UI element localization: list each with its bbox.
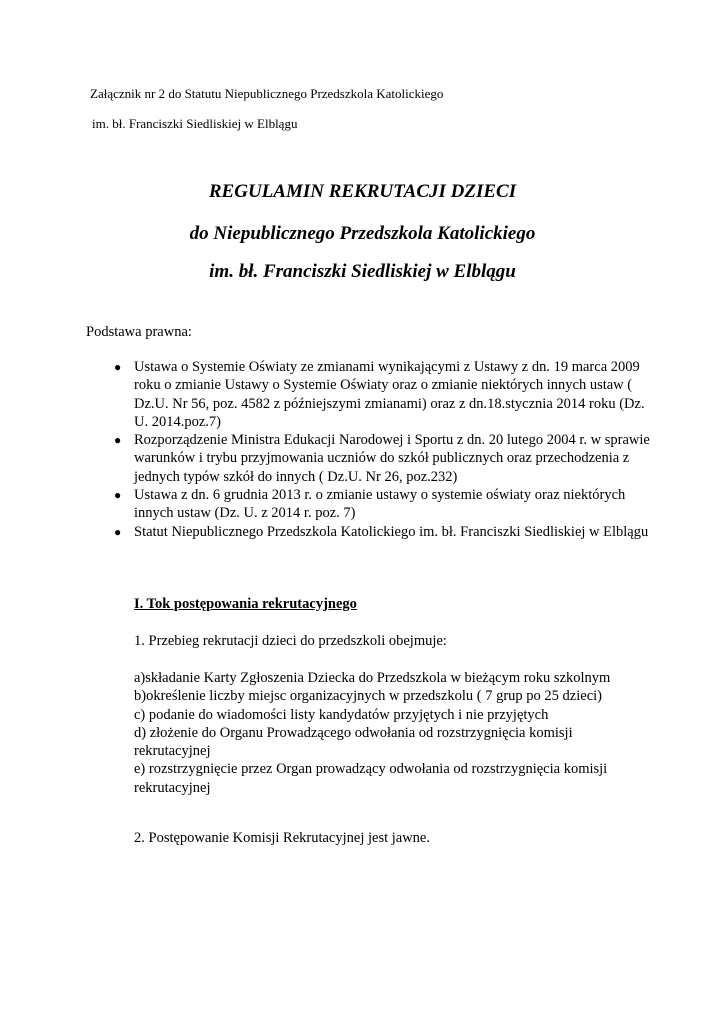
list-item [112,358,657,431]
list-item: a)składanie Karty Zgłoszenia Dziecka do Przedszkola w bieżącym roku szkolnym [134,670,611,686]
document-subtitle-2: im. bł. Franciszki Siedliskiej w Elblągu [209,261,516,282]
bullet-icon: ● [114,433,122,448]
list-item [112,431,657,486]
list-item-text: Ustawa o Systemie Oświaty ze zmianami wynikającymi z Ustawy z dn. 19 marca 2009 roku o zmianie Ustawy o Systemie Oświaty oraz o zmianie niektórych innych ustaw ( Dz.U. Nr 56, poz. 4582 z późniejszymi zmianami) oraz z dn.18.stycznia 2014 roku (Dz. U. 2014.poz.7) [134,359,645,430]
header-line-1: Załącznik nr 2 do Statutu Niepublicznego Przedszkola Katolickiego [90,86,444,101]
list-item: d) złożenie do Organu Prowadzącego odwołania od rozstrzygnięcia komisji rekrutacyjnej [134,724,573,760]
bullet-icon: ● [114,524,122,539]
document-subtitle-1: do Niepublicznego Przedszkola Katolickiego [189,223,536,244]
legal-basis-list [112,358,657,541]
recruitment-steps-list [134,669,634,797]
list-item: b)określenie liczby miejsc organizacyjnych w przedszkolu ( 7 grup po 25 dzieci) [134,688,603,705]
list-item-text: Statut Niepublicznego Przedszkola Katolickiego im. bł. Franciszki Siedliskiej w Elblągu [134,523,649,540]
document-title: REGULAMIN REKRUTACJI DZIECI [208,181,517,202]
point-1: 1. Przebieg rekrutacji dzieci do przedszkoli obejmuje: [134,633,447,649]
list-item: e) rozstrzygnięcie przez Organ prowadzący odwołania od rozstrzygnięcia komisji rekrutacyjnej [134,761,608,796]
list-item [112,523,657,541]
list-item-text: Ustawa z dn. 6 grudnia 2013 r. o zmianie ustawy o systemie oświaty oraz niektórych innych ustaw (Dz. U. z 2014 r. poz. 7) [134,487,626,522]
header-line-2: im. bł. Franciszki Siedliskiej w Elblągu [92,116,298,131]
bullet-icon: ● [114,488,122,503]
bullet-icon: ● [114,360,122,374]
list-item-text: Rozporządzenie Ministra Edukacji Narodowej i Sportu z dn. 20 lutego 2004 r. w sprawie warunków i trybu przyjmowania uczniów do szkół publicznych oraz przechodzenia z jednych typów szkół do innych ( Dz.U. Nr 26, poz.232) [134,432,650,485]
list-item: c) podanie do wiadomości listy kandydatów przyjętych i nie przyjętych [134,706,549,723]
legal-basis-label: Podstawa prawna: [86,324,192,340]
section-heading: I. Tok postępowania rekrutacyjnego [134,596,357,612]
list-item [112,486,657,523]
point-2: 2. Postępowanie Komisji Rekrutacyjnej jest jawne. [134,830,430,846]
